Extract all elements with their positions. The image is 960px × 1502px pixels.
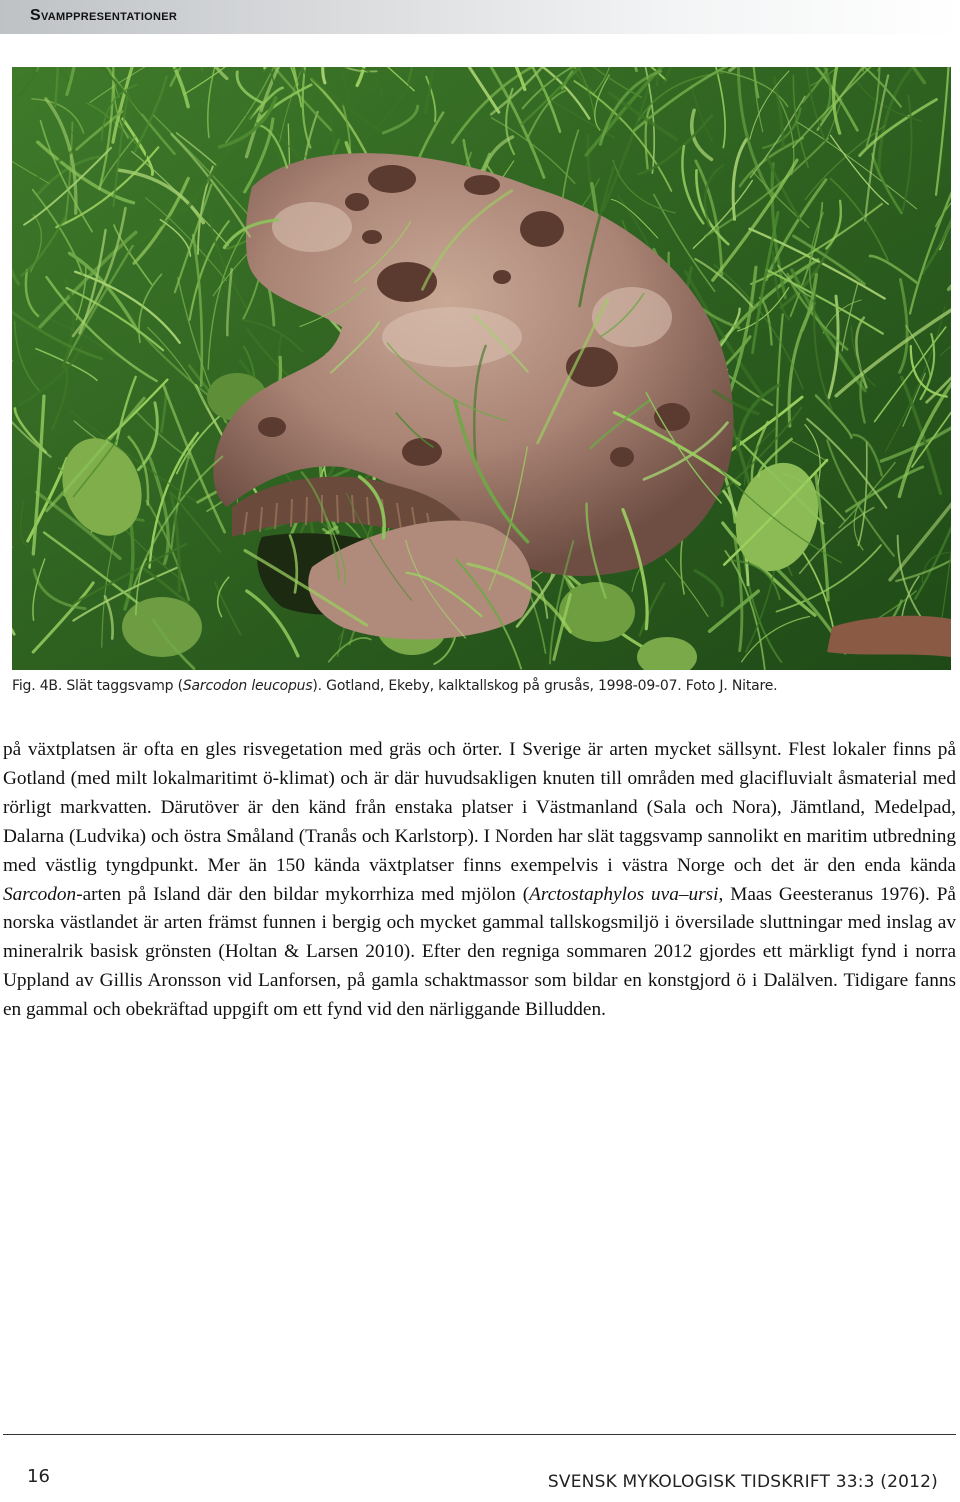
body-part-3: , Maas Geesteranus 1976). På norska västlandet är arten främst funnen i bergig och mycket gammal tallskogsmiljö i översilade sluttningar med inslag av mineralrik basisk grönsten (Holtan & Larsen 2010). Efter den regniga sommaren 2012 gjordes ett märkligt fynd i norra Uppland av Gillis Aronsson vid Lanforsen, på gamla schaktmassor som bildar en konstgjord ö i Dalälven. Tidigare fanns en gammal och obekräftad uppgift om ett fynd vid den närliggande Billudden. — [3, 883, 956, 1021]
page-number: 16 — [27, 1466, 50, 1487]
figure-caption — [12, 678, 952, 694]
journal-name: SVENSK MYKOLOGISK TIDSKRIFT 33:3 (2012) — [547, 1472, 938, 1492]
section-title: Svamppresentationer — [30, 7, 178, 24]
body-part-2: -arten på Island där den bildar mykorrhiza med mjölon ( — [76, 883, 530, 905]
host-species-name: Arctostaphylos uva–ursi — [529, 883, 719, 905]
mushroom-photo — [12, 67, 951, 670]
body-part-1: på växtplatsen är ofta en gles risvegetation med gräs och örter. I Sverige är arten mycket sällsynt. Flest lokaler finns på Gotland (med milt lokalmaritimt ö-klimat) och är där huvudsakligen knuten till områden med glacifluvialt åsmaterial med rörligt markvatten. Därutöver är den känd från enstaka platser i Västmanland (Sala och Nora), Jämtland, Medelpad, Dalarna (Ludvika) och östra Småland (Tranås och Karlstorp). I Norden har slät taggsvamp sannolikt en maritim utbredning med västlig tyngdpunkt. Mer än 150 kända växtplatser finns exempelvis i västra Norge och det är den enda kända — [3, 739, 956, 876]
body-paragraph — [3, 736, 956, 1025]
header-bar — [0, 0, 960, 34]
caption-species: Sarcodon leucopus — [182, 678, 313, 694]
genus-name: Sarcodon — [3, 883, 77, 905]
footer-rule — [3, 1434, 956, 1435]
caption-prefix: Fig. 4B. Slät taggsvamp ( — [12, 678, 183, 694]
caption-suffix: ). Gotland, Ekeby, kalktallskog på grusås, 1998-09-07. Foto J. Nitare. — [312, 678, 778, 694]
